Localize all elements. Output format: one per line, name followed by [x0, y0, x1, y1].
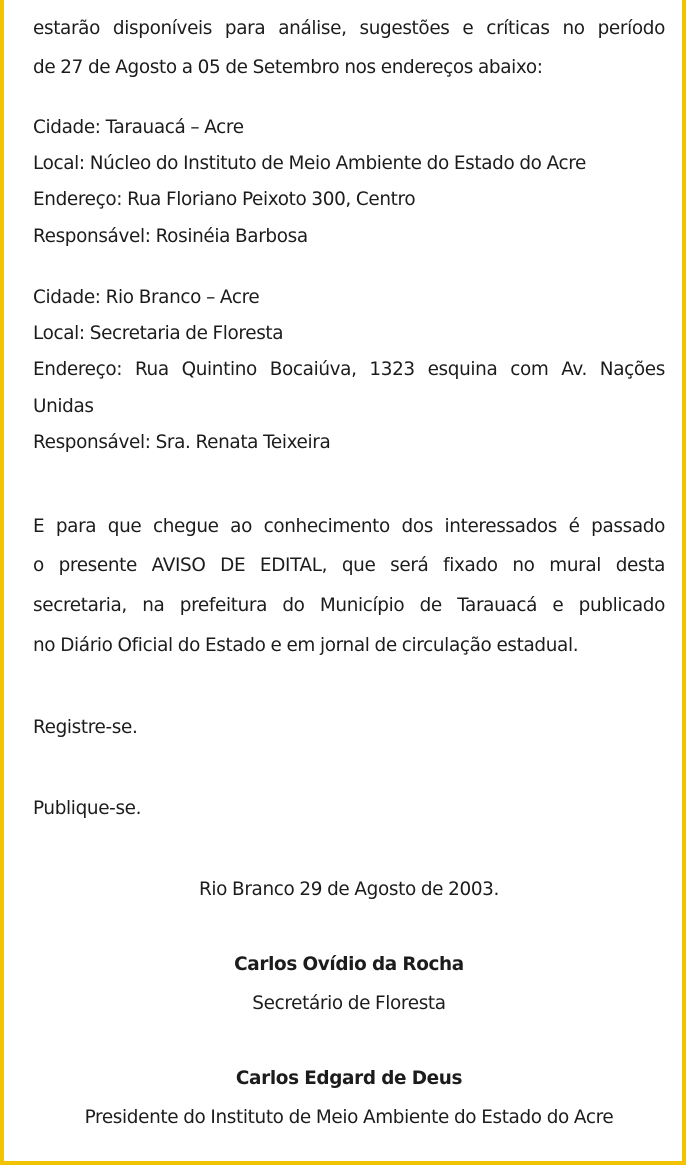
signatory-1-name: Carlos Ovídio da Rocha	[234, 954, 464, 975]
intro-line-1: estarão disponíveis para análise, sugestões e críticas no período	[33, 18, 665, 39]
location-1-city: Cidade: Tarauacá – Acre	[33, 117, 244, 138]
notice-line-2: o presente AVISO DE EDITAL, que será fixado no mural desta	[33, 555, 665, 576]
place-date: Rio Branco 29 de Agosto de 2003.	[198, 879, 500, 900]
location-1-address: Endereço: Rua Floriano Peixoto 300, Centro	[33, 189, 416, 210]
location-2-city: Cidade: Rio Branco – Acre	[33, 287, 260, 308]
closing-register: Registre-se.	[33, 717, 138, 738]
notice-line-1: E para que chegue ao conhecimento dos interessados é passado	[33, 516, 665, 537]
closing-publish: Publique-se.	[33, 798, 142, 819]
location-2-address-line-2: Unidas	[33, 396, 94, 417]
notice-line-3: secretaria, na prefeitura do Município de Tarauacá e publicado	[33, 595, 665, 616]
location-2-address-line-1: Endereço: Rua Quintino Bocaiúva, 1323 esquina com Av. Nações	[33, 359, 665, 380]
location-1-responsible: Responsável: Rosinéia Barbosa	[33, 226, 308, 247]
signatory-2-name: Carlos Edgard de Deus	[235, 1068, 463, 1089]
intro-line-2: de 27 de Agosto a 05 de Setembro nos endereços abaixo:	[33, 57, 543, 78]
location-2-responsible: Responsável: Sra. Renata Teixeira	[33, 432, 331, 453]
notice-line-4: no Diário Oficial do Estado e em jornal de circulação estadual.	[33, 635, 579, 656]
location-2-place: Local: Secretaria de Floresta	[33, 323, 284, 344]
location-1-place: Local: Núcleo do Instituto de Meio Ambiente do Estado do Acre	[33, 153, 587, 174]
signatory-2-title: Presidente do Instituto de Meio Ambiente do Estado do Acre	[84, 1107, 614, 1128]
signatory-1-title: Secretário de Floresta	[252, 993, 446, 1014]
